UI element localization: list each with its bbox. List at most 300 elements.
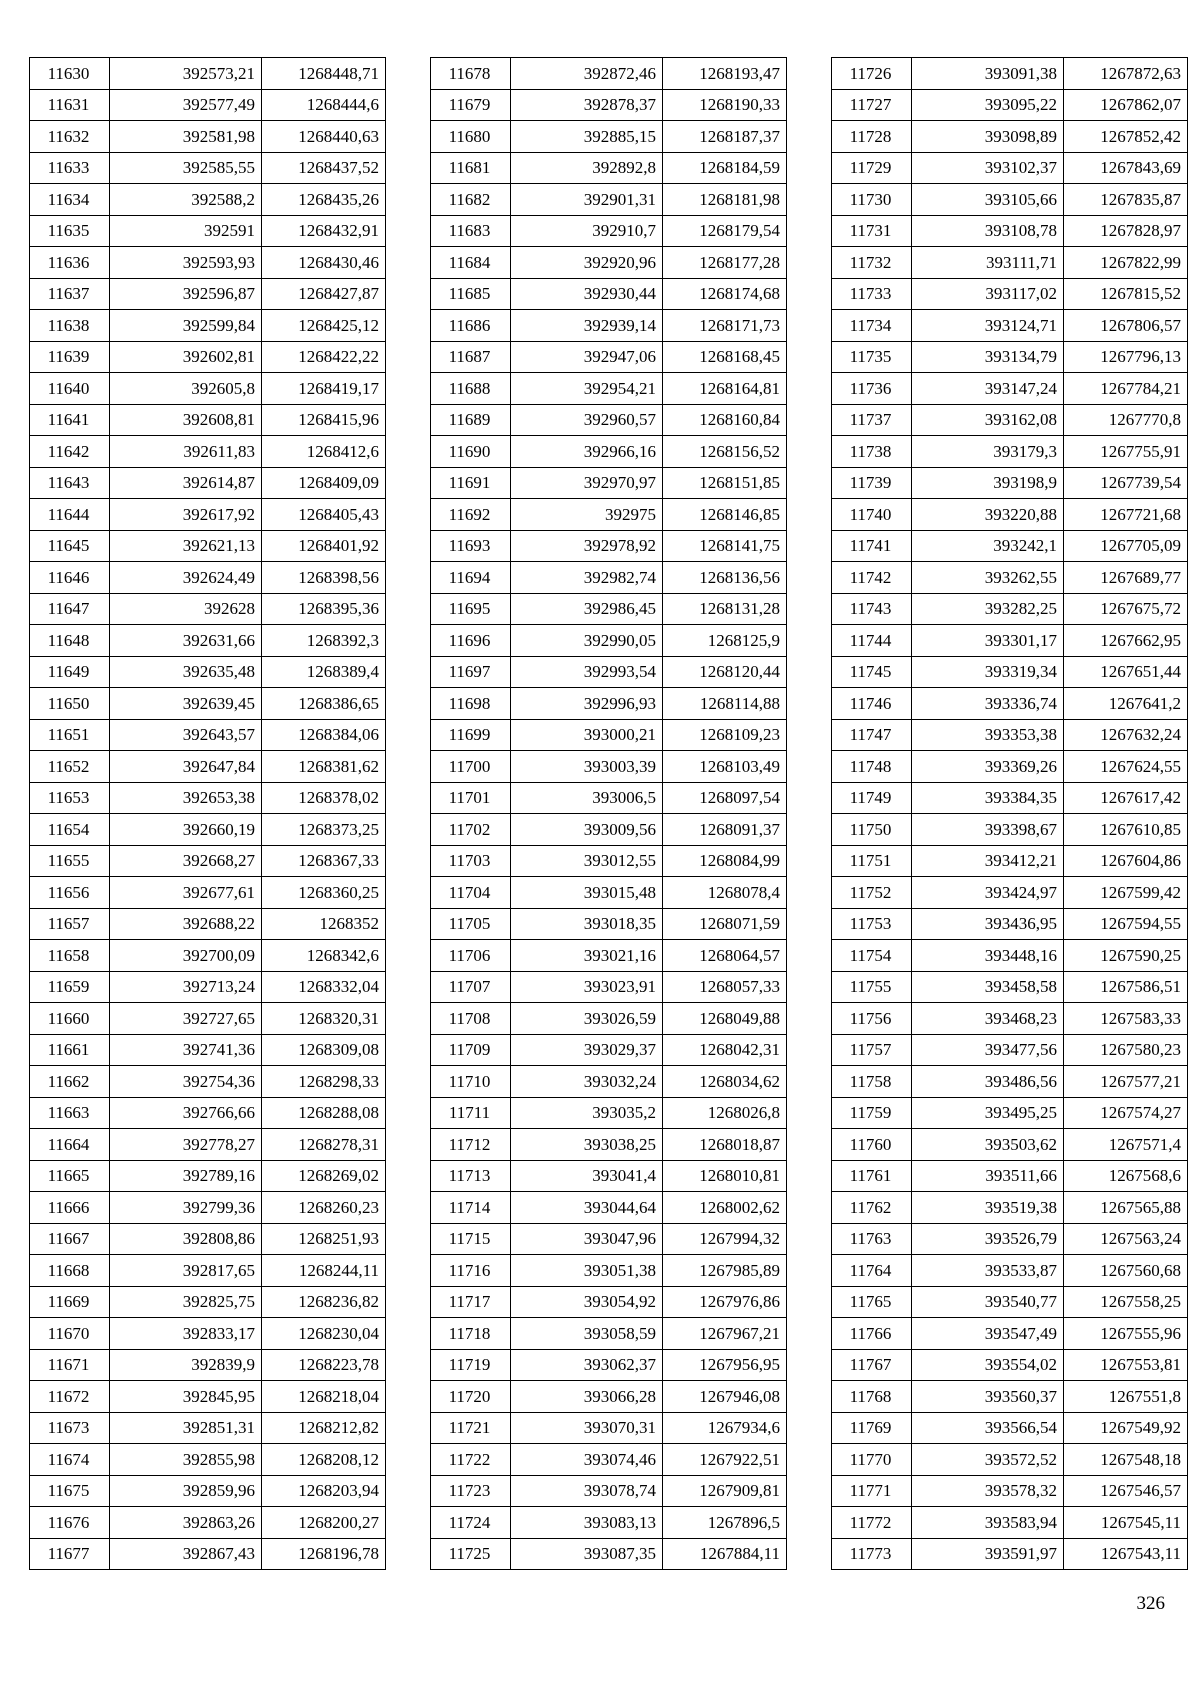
x-coordinate-cell: 392591 (110, 215, 262, 247)
y-coordinate-cell: 1268422,22 (262, 341, 386, 373)
y-coordinate-cell: 1268168,45 (663, 341, 787, 373)
table-row (30, 1349, 386, 1381)
point-number-cell: 11649 (30, 656, 110, 688)
y-coordinate-cell: 1268401,92 (262, 530, 386, 562)
y-coordinate-cell: 1268141,75 (663, 530, 787, 562)
x-coordinate-cell: 393124,71 (912, 310, 1064, 342)
table-row (832, 1475, 1188, 1507)
x-coordinate-cell: 393009,56 (511, 814, 663, 846)
point-number-cell: 11721 (431, 1412, 511, 1444)
x-coordinate-cell: 393041,4 (511, 1160, 663, 1192)
table-row (832, 656, 1188, 688)
y-coordinate-cell: 1267835,87 (1064, 184, 1188, 216)
coordinates-table-3 (831, 57, 1188, 1570)
table-row (431, 278, 787, 310)
y-coordinate-cell: 1268212,82 (262, 1412, 386, 1444)
y-coordinate-cell: 1268405,43 (262, 499, 386, 531)
point-number-cell: 11666 (30, 1192, 110, 1224)
point-number-cell: 11741 (832, 530, 912, 562)
point-number-cell: 11718 (431, 1318, 511, 1350)
table-row (30, 499, 386, 531)
point-number-cell: 11637 (30, 278, 110, 310)
table-row (431, 845, 787, 877)
table-row (832, 89, 1188, 121)
point-number-cell: 11701 (431, 782, 511, 814)
table-row (832, 1381, 1188, 1413)
point-number-cell: 11651 (30, 719, 110, 751)
table-row (832, 1192, 1188, 1224)
point-number-cell: 11691 (431, 467, 511, 499)
x-coordinate-cell: 392668,27 (110, 845, 262, 877)
table-row (431, 404, 787, 436)
point-number-cell: 11660 (30, 1003, 110, 1035)
y-coordinate-cell: 1268064,57 (663, 940, 787, 972)
x-coordinate-cell: 393566,54 (912, 1412, 1064, 1444)
point-number-cell: 11759 (832, 1097, 912, 1129)
table-row (431, 89, 787, 121)
y-coordinate-cell: 1267617,42 (1064, 782, 1188, 814)
y-coordinate-cell: 1268131,28 (663, 593, 787, 625)
y-coordinate-cell: 1268057,33 (663, 971, 787, 1003)
point-number-cell: 11705 (431, 908, 511, 940)
point-number-cell: 11713 (431, 1160, 511, 1192)
y-coordinate-cell: 1267739,54 (1064, 467, 1188, 499)
table-row (30, 184, 386, 216)
point-number-cell: 11699 (431, 719, 511, 751)
x-coordinate-cell: 393458,58 (912, 971, 1064, 1003)
table-row (431, 1034, 787, 1066)
table-row (832, 530, 1188, 562)
point-number-cell: 11725 (431, 1538, 511, 1570)
x-coordinate-cell: 393035,2 (511, 1097, 663, 1129)
point-number-cell: 11734 (832, 310, 912, 342)
table-row (30, 247, 386, 279)
table-row (431, 58, 787, 90)
coordinates-table-2 (430, 57, 787, 1570)
x-coordinate-cell: 393102,37 (912, 152, 1064, 184)
table-row (832, 1160, 1188, 1192)
y-coordinate-cell: 1268200,27 (262, 1507, 386, 1539)
x-coordinate-cell: 392960,57 (511, 404, 663, 436)
point-number-cell: 11647 (30, 593, 110, 625)
table-row (30, 341, 386, 373)
x-coordinate-cell: 393220,88 (912, 499, 1064, 531)
table-row (832, 58, 1188, 90)
point-number-cell: 11674 (30, 1444, 110, 1476)
coordinates-table-1 (29, 57, 386, 1570)
x-coordinate-cell: 392599,84 (110, 310, 262, 342)
point-number-cell: 11682 (431, 184, 511, 216)
y-coordinate-cell: 1268384,06 (262, 719, 386, 751)
table-row (431, 152, 787, 184)
y-coordinate-cell: 1268190,33 (663, 89, 787, 121)
point-number-cell: 11755 (832, 971, 912, 1003)
y-coordinate-cell: 1267705,09 (1064, 530, 1188, 562)
point-number-cell: 11761 (832, 1160, 912, 1192)
x-coordinate-cell: 393486,56 (912, 1066, 1064, 1098)
x-coordinate-cell: 393108,78 (912, 215, 1064, 247)
x-coordinate-cell: 393448,16 (912, 940, 1064, 972)
table-row (30, 404, 386, 436)
x-coordinate-cell: 393519,38 (912, 1192, 1064, 1224)
point-number-cell: 11677 (30, 1538, 110, 1570)
x-coordinate-cell: 393262,55 (912, 562, 1064, 594)
x-coordinate-cell: 392766,66 (110, 1097, 262, 1129)
point-number-cell: 11706 (431, 940, 511, 972)
table-row (431, 562, 787, 594)
y-coordinate-cell: 1267610,85 (1064, 814, 1188, 846)
point-number-cell: 11632 (30, 121, 110, 153)
table-row (431, 341, 787, 373)
y-coordinate-cell: 1267862,07 (1064, 89, 1188, 121)
y-coordinate-cell: 1267545,11 (1064, 1507, 1188, 1539)
y-coordinate-cell: 1268223,78 (262, 1349, 386, 1381)
x-coordinate-cell: 393282,25 (912, 593, 1064, 625)
y-coordinate-cell: 1267546,57 (1064, 1475, 1188, 1507)
x-coordinate-cell: 392635,48 (110, 656, 262, 688)
table-row (832, 310, 1188, 342)
x-coordinate-cell: 393023,91 (511, 971, 663, 1003)
table-row (30, 751, 386, 783)
x-coordinate-cell: 392611,83 (110, 436, 262, 468)
x-coordinate-cell: 392653,38 (110, 782, 262, 814)
point-number-cell: 11769 (832, 1412, 912, 1444)
x-coordinate-cell: 393029,37 (511, 1034, 663, 1066)
table-row (431, 1066, 787, 1098)
x-coordinate-cell: 392930,44 (511, 278, 663, 310)
x-coordinate-cell: 392617,92 (110, 499, 262, 531)
y-coordinate-cell: 1267553,81 (1064, 1349, 1188, 1381)
x-coordinate-cell: 392608,81 (110, 404, 262, 436)
x-coordinate-cell: 393477,56 (912, 1034, 1064, 1066)
x-coordinate-cell: 393021,16 (511, 940, 663, 972)
x-coordinate-cell: 393503,62 (912, 1129, 1064, 1161)
point-number-cell: 11719 (431, 1349, 511, 1381)
y-coordinate-cell: 1268146,85 (663, 499, 787, 531)
x-coordinate-cell: 392602,81 (110, 341, 262, 373)
y-coordinate-cell: 1268360,25 (262, 877, 386, 909)
point-number-cell: 11707 (431, 971, 511, 1003)
x-coordinate-cell: 392993,54 (511, 656, 663, 688)
x-coordinate-cell: 392817,65 (110, 1255, 262, 1287)
table-row (30, 688, 386, 720)
table-row (30, 1318, 386, 1350)
y-coordinate-cell: 1268103,49 (663, 751, 787, 783)
table-row (30, 782, 386, 814)
y-coordinate-cell: 1268049,88 (663, 1003, 787, 1035)
y-coordinate-cell: 1267632,24 (1064, 719, 1188, 751)
point-number-cell: 11749 (832, 782, 912, 814)
x-coordinate-cell: 392789,16 (110, 1160, 262, 1192)
y-coordinate-cell: 1267675,72 (1064, 593, 1188, 625)
x-coordinate-cell: 392639,45 (110, 688, 262, 720)
table-row (431, 215, 787, 247)
table-row (30, 593, 386, 625)
point-number-cell: 11680 (431, 121, 511, 153)
y-coordinate-cell: 1268278,31 (262, 1129, 386, 1161)
table-row (832, 593, 1188, 625)
point-number-cell: 11773 (832, 1538, 912, 1570)
table-row (431, 1097, 787, 1129)
point-number-cell: 11712 (431, 1129, 511, 1161)
y-coordinate-cell: 1267583,33 (1064, 1003, 1188, 1035)
x-coordinate-cell: 392677,61 (110, 877, 262, 909)
x-coordinate-cell: 392643,57 (110, 719, 262, 751)
y-coordinate-cell: 1268419,17 (262, 373, 386, 405)
point-number-cell: 11727 (832, 89, 912, 121)
point-number-cell: 11692 (431, 499, 511, 531)
point-number-cell: 11728 (832, 121, 912, 153)
point-number-cell: 11702 (431, 814, 511, 846)
y-coordinate-cell: 1268203,94 (262, 1475, 386, 1507)
y-coordinate-cell: 1267721,68 (1064, 499, 1188, 531)
table-row (431, 530, 787, 562)
x-coordinate-cell: 392878,37 (511, 89, 663, 121)
x-coordinate-cell: 393336,74 (912, 688, 1064, 720)
y-coordinate-cell: 1268373,25 (262, 814, 386, 846)
x-coordinate-cell: 392996,93 (511, 688, 663, 720)
table-row (30, 656, 386, 688)
table-row (832, 1034, 1188, 1066)
y-coordinate-cell: 1268427,87 (262, 278, 386, 310)
point-number-cell: 11656 (30, 877, 110, 909)
table-row (30, 1538, 386, 1570)
point-number-cell: 11650 (30, 688, 110, 720)
table-row (832, 625, 1188, 657)
x-coordinate-cell: 393006,5 (511, 782, 663, 814)
point-number-cell: 11678 (431, 58, 511, 90)
x-coordinate-cell: 393424,97 (912, 877, 1064, 909)
table-row (832, 1349, 1188, 1381)
point-number-cell: 11726 (832, 58, 912, 90)
y-coordinate-cell: 1268179,54 (663, 215, 787, 247)
point-number-cell: 11743 (832, 593, 912, 625)
table-row (832, 908, 1188, 940)
x-coordinate-cell: 392808,86 (110, 1223, 262, 1255)
table-row (30, 1097, 386, 1129)
table-row (30, 215, 386, 247)
x-coordinate-cell: 393003,39 (511, 751, 663, 783)
point-number-cell: 11765 (832, 1286, 912, 1318)
table-row (431, 247, 787, 279)
y-coordinate-cell: 1268251,93 (262, 1223, 386, 1255)
point-number-cell: 11652 (30, 751, 110, 783)
x-coordinate-cell: 393018,35 (511, 908, 663, 940)
table-row (832, 1538, 1188, 1570)
x-coordinate-cell: 392885,15 (511, 121, 663, 153)
point-number-cell: 11744 (832, 625, 912, 657)
x-coordinate-cell: 393058,59 (511, 1318, 663, 1350)
table-row (30, 467, 386, 499)
y-coordinate-cell: 1268320,31 (262, 1003, 386, 1035)
y-coordinate-cell: 1267563,24 (1064, 1223, 1188, 1255)
x-coordinate-cell: 392855,98 (110, 1444, 262, 1476)
y-coordinate-cell: 1268164,81 (663, 373, 787, 405)
x-coordinate-cell: 393198,9 (912, 467, 1064, 499)
table-row (431, 1507, 787, 1539)
x-coordinate-cell: 393078,74 (511, 1475, 663, 1507)
y-coordinate-cell: 1267922,51 (663, 1444, 787, 1476)
x-coordinate-cell: 392593,93 (110, 247, 262, 279)
x-coordinate-cell: 392647,84 (110, 751, 262, 783)
table-row (832, 467, 1188, 499)
point-number-cell: 11648 (30, 625, 110, 657)
table-row (30, 373, 386, 405)
point-number-cell: 11693 (431, 530, 511, 562)
y-coordinate-cell: 1268109,23 (663, 719, 787, 751)
x-coordinate-cell: 392573,21 (110, 58, 262, 90)
table-row (30, 1034, 386, 1066)
point-number-cell: 11720 (431, 1381, 511, 1413)
point-number-cell: 11687 (431, 341, 511, 373)
y-coordinate-cell: 1268026,8 (663, 1097, 787, 1129)
y-coordinate-cell: 1267571,4 (1064, 1129, 1188, 1161)
y-coordinate-cell: 1268435,26 (262, 184, 386, 216)
x-coordinate-cell: 393353,38 (912, 719, 1064, 751)
table-row (30, 436, 386, 468)
point-number-cell: 11657 (30, 908, 110, 940)
point-number-cell: 11645 (30, 530, 110, 562)
table-row (431, 751, 787, 783)
x-coordinate-cell: 392700,09 (110, 940, 262, 972)
point-number-cell: 11717 (431, 1286, 511, 1318)
y-coordinate-cell: 1268177,28 (663, 247, 787, 279)
table-row (30, 562, 386, 594)
x-coordinate-cell: 392624,49 (110, 562, 262, 594)
table-row (832, 499, 1188, 531)
point-number-cell: 11768 (832, 1381, 912, 1413)
point-number-cell: 11696 (431, 625, 511, 657)
y-coordinate-cell: 1268288,08 (262, 1097, 386, 1129)
table-row (30, 1412, 386, 1444)
x-coordinate-cell: 392713,24 (110, 971, 262, 1003)
point-number-cell: 11643 (30, 467, 110, 499)
point-number-cell: 11731 (832, 215, 912, 247)
y-coordinate-cell: 1267580,23 (1064, 1034, 1188, 1066)
point-number-cell: 11663 (30, 1097, 110, 1129)
x-coordinate-cell: 393047,96 (511, 1223, 663, 1255)
y-coordinate-cell: 1268425,12 (262, 310, 386, 342)
table-row (30, 530, 386, 562)
y-coordinate-cell: 1267604,86 (1064, 845, 1188, 877)
point-number-cell: 11685 (431, 278, 511, 310)
point-number-cell: 11750 (832, 814, 912, 846)
table-row (832, 404, 1188, 436)
y-coordinate-cell: 1267565,88 (1064, 1192, 1188, 1224)
y-coordinate-cell: 1267624,55 (1064, 751, 1188, 783)
y-coordinate-cell: 1267599,42 (1064, 877, 1188, 909)
x-coordinate-cell: 392975 (511, 499, 663, 531)
table-row (30, 908, 386, 940)
y-coordinate-cell: 1267896,5 (663, 1507, 787, 1539)
table-row (832, 373, 1188, 405)
y-coordinate-cell: 1268181,98 (663, 184, 787, 216)
point-number-cell: 11671 (30, 1349, 110, 1381)
point-number-cell: 11703 (431, 845, 511, 877)
point-number-cell: 11675 (30, 1475, 110, 1507)
y-coordinate-cell: 1267689,77 (1064, 562, 1188, 594)
x-coordinate-cell: 393301,17 (912, 625, 1064, 657)
point-number-cell: 11757 (832, 1034, 912, 1066)
point-number-cell: 11686 (431, 310, 511, 342)
y-coordinate-cell: 1268440,63 (262, 121, 386, 153)
point-number-cell: 11690 (431, 436, 511, 468)
point-number-cell: 11665 (30, 1160, 110, 1192)
y-coordinate-cell: 1268171,73 (663, 310, 787, 342)
x-coordinate-cell: 392859,96 (110, 1475, 262, 1507)
table-row (431, 1223, 787, 1255)
table-row (832, 1286, 1188, 1318)
x-coordinate-cell: 392990,05 (511, 625, 663, 657)
y-coordinate-cell: 1268193,47 (663, 58, 787, 90)
y-coordinate-cell: 1267796,13 (1064, 341, 1188, 373)
y-coordinate-cell: 1268002,62 (663, 1192, 787, 1224)
point-number-cell: 11735 (832, 341, 912, 373)
x-coordinate-cell: 392621,13 (110, 530, 262, 562)
table-row (431, 1286, 787, 1318)
point-number-cell: 11736 (832, 373, 912, 405)
x-coordinate-cell: 393147,24 (912, 373, 1064, 405)
point-number-cell: 11763 (832, 1223, 912, 1255)
y-coordinate-cell: 1268381,62 (262, 751, 386, 783)
y-coordinate-cell: 1268386,65 (262, 688, 386, 720)
table-row (832, 278, 1188, 310)
x-coordinate-cell: 393091,38 (912, 58, 1064, 90)
y-coordinate-cell: 1267956,95 (663, 1349, 787, 1381)
x-coordinate-cell: 393547,49 (912, 1318, 1064, 1350)
point-number-cell: 11754 (832, 940, 912, 972)
y-coordinate-cell: 1267549,92 (1064, 1412, 1188, 1444)
point-number-cell: 11669 (30, 1286, 110, 1318)
table-row (30, 1444, 386, 1476)
y-coordinate-cell: 1268260,23 (262, 1192, 386, 1224)
table-row (431, 499, 787, 531)
y-coordinate-cell: 1267560,68 (1064, 1255, 1188, 1287)
table-row (832, 877, 1188, 909)
y-coordinate-cell: 1268151,85 (663, 467, 787, 499)
point-number-cell: 11681 (431, 152, 511, 184)
x-coordinate-cell: 392970,97 (511, 467, 663, 499)
y-coordinate-cell: 1267770,8 (1064, 404, 1188, 436)
point-number-cell: 11640 (30, 373, 110, 405)
table-row (832, 1223, 1188, 1255)
x-coordinate-cell: 393117,02 (912, 278, 1064, 310)
x-coordinate-cell: 393560,37 (912, 1381, 1064, 1413)
table-row (431, 656, 787, 688)
table-row (431, 971, 787, 1003)
table-row (832, 719, 1188, 751)
point-number-cell: 11753 (832, 908, 912, 940)
table-row (431, 121, 787, 153)
point-number-cell: 11762 (832, 1192, 912, 1224)
x-coordinate-cell: 392727,65 (110, 1003, 262, 1035)
x-coordinate-cell: 393062,37 (511, 1349, 663, 1381)
y-coordinate-cell: 1268034,62 (663, 1066, 787, 1098)
table-row (431, 814, 787, 846)
point-number-cell: 11710 (431, 1066, 511, 1098)
table-row (832, 436, 1188, 468)
point-number-cell: 11751 (832, 845, 912, 877)
point-number-cell: 11661 (30, 1034, 110, 1066)
y-coordinate-cell: 1268309,08 (262, 1034, 386, 1066)
point-number-cell: 11634 (30, 184, 110, 216)
y-coordinate-cell: 1267574,27 (1064, 1097, 1188, 1129)
x-coordinate-cell: 393495,25 (912, 1097, 1064, 1129)
x-coordinate-cell: 392577,49 (110, 89, 262, 121)
point-number-cell: 11695 (431, 593, 511, 625)
point-number-cell: 11711 (431, 1097, 511, 1129)
table-row (30, 58, 386, 90)
